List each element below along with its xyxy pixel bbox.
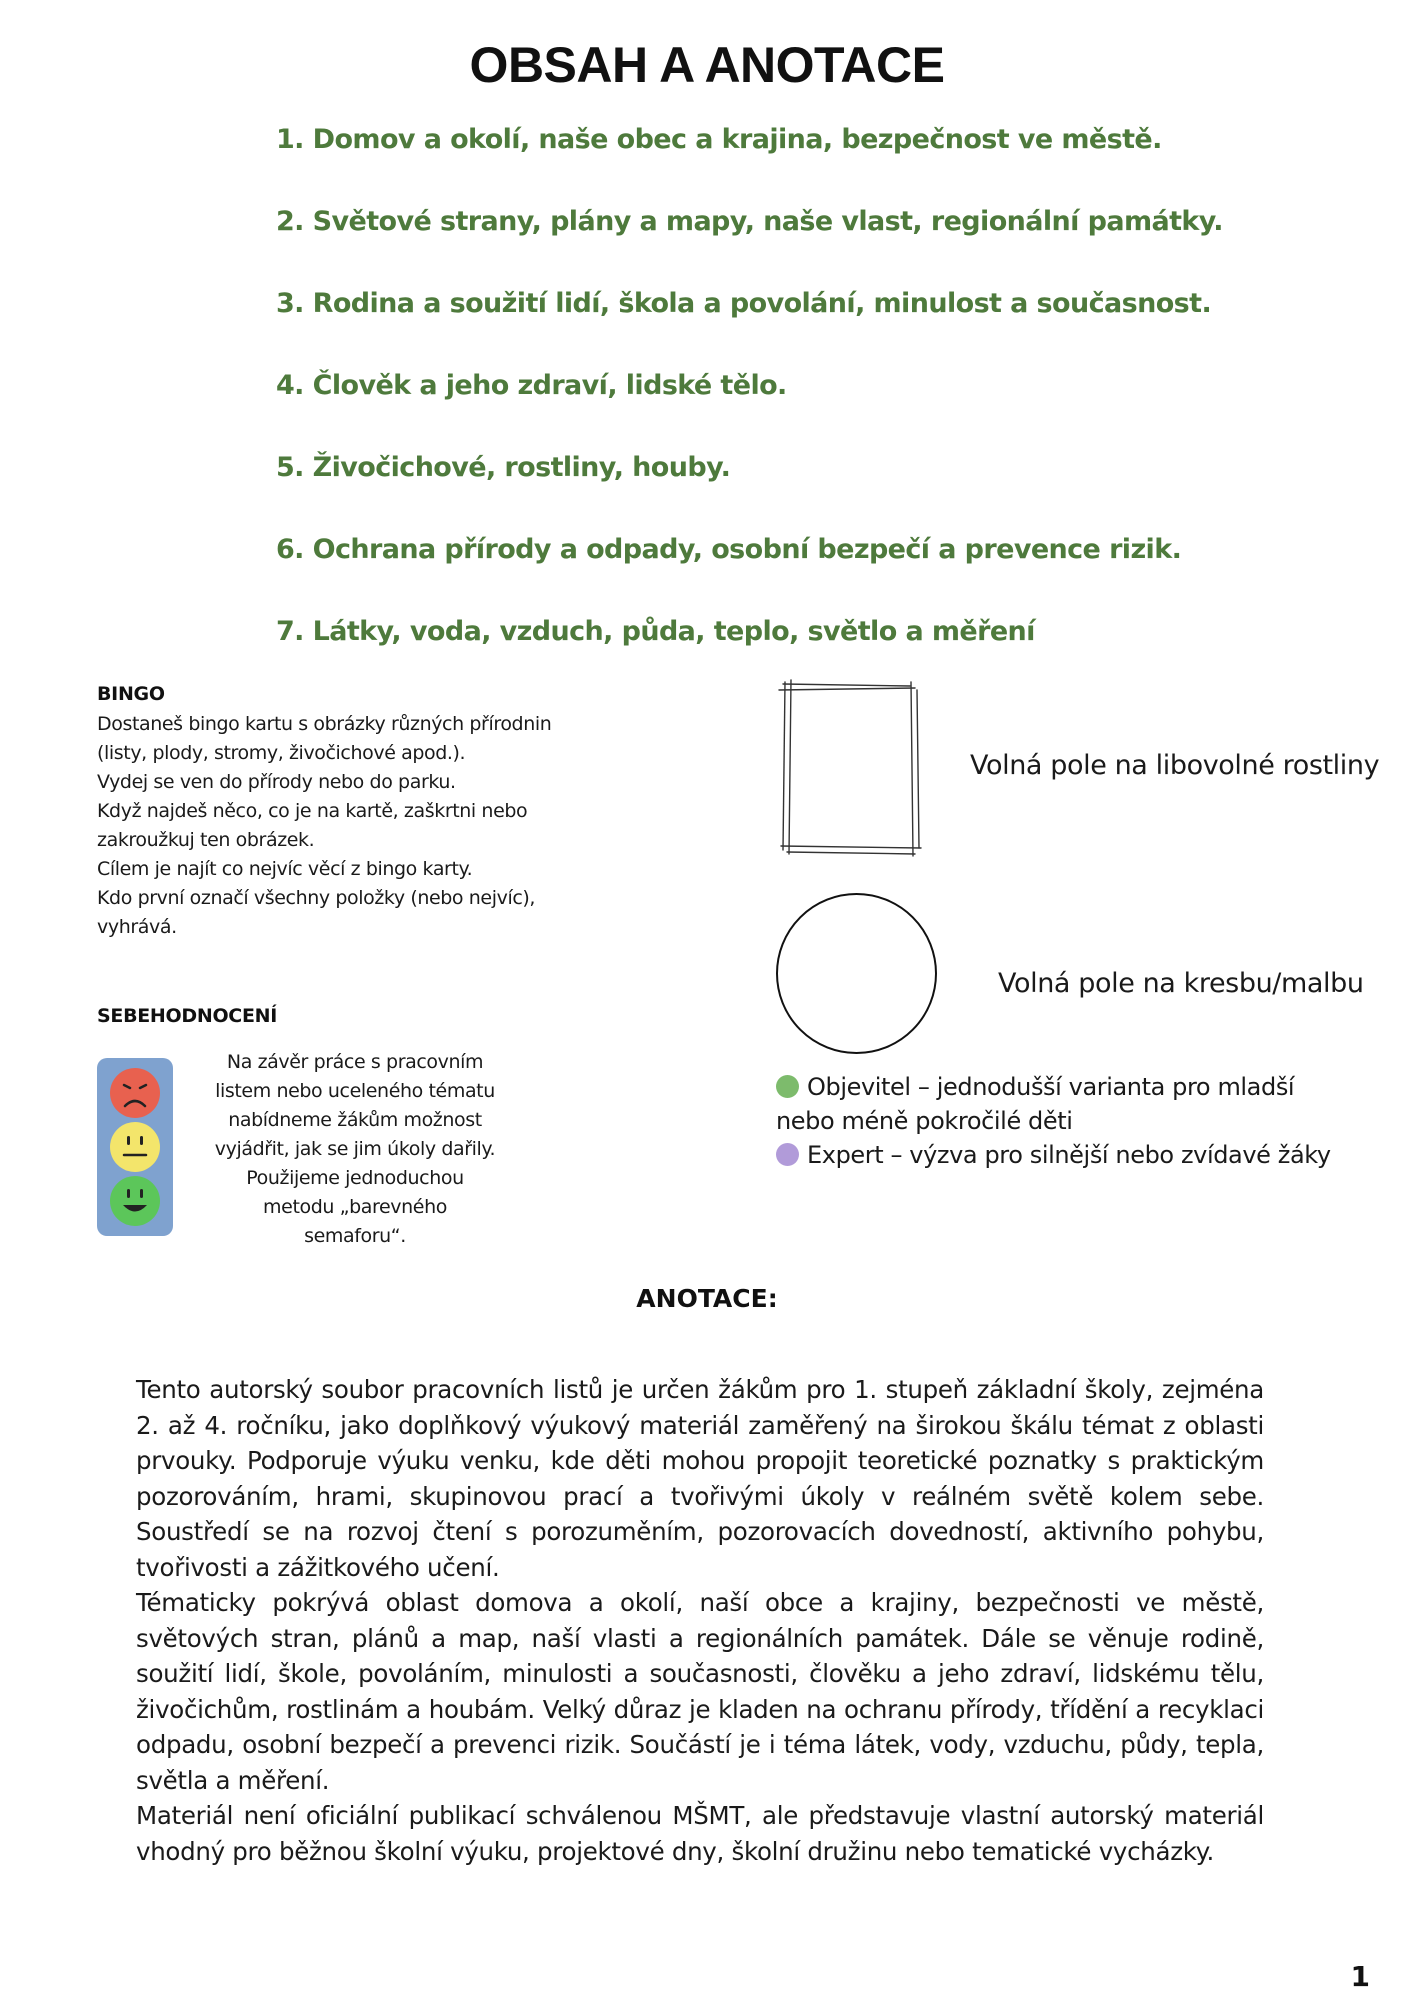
sad-face-icon: [108, 1066, 162, 1120]
self-assessment-line: listem nebo uceleného tématu: [215, 1080, 495, 1102]
self-assessment-line: Na závěr práce s pracovním: [226, 1051, 484, 1073]
bingo-text-line: (listy, plody, stromy, živočichové apod.).: [97, 742, 466, 764]
annotation-body: [136, 1372, 1264, 1869]
legend-line-beginner: [776, 1070, 1336, 1104]
toc-item: 7. Látky, voda, vzduch, půda, teplo, světlo a měření: [276, 616, 1035, 647]
annotation-paragraph: Tento autorský soubor pracovních listů je určen žákům pro 1. stupeň základní školy, zejména 2. až 4. ročníku, jako doplňkový výukový materiál zaměřený na širokou škálu témat z oblasti prvouky. Podporuje výuku venku, kde děti mohou propojit teoretické poznatky s praktickým pozorováním, hrami, skupinovou prací a tvořivými úkoly v reálném světě kolem sebe. Soustředí se na rozvoj čtení s porozuměním, pozorovacích dovedností, aktivního pohybu, tvořivosti a zážitkového učení.: [136, 1375, 1264, 1582]
self-assessment-line: vyjádřit, jak se jim úkoly dařily.: [214, 1138, 496, 1160]
drawing-circle: [776, 893, 937, 1054]
toc-item: 1. Domov a okolí, naše obec a krajina, bezpečnost ve městě.: [276, 124, 1162, 155]
bingo-text-line: Cílem je najít co nejvíc věcí z bingo karty.: [97, 858, 473, 880]
page-number: 1: [1350, 1960, 1370, 1993]
toc-item: 6. Ochrana přírody a odpady, osobní bezpečí a prevence rizik.: [276, 534, 1182, 565]
toc-item: 4. Člověk a jeho zdraví, lidské tělo.: [276, 370, 787, 401]
self-assessment-line: metodu „barevného: [263, 1196, 447, 1218]
traffic-light-panel: [97, 1058, 173, 1236]
bingo-text-line: zakroužkuj ten obrázek.: [97, 829, 315, 851]
bingo-section: [97, 680, 617, 942]
self-assessment-heading: SEBEHODNOCENÍ: [97, 1005, 277, 1027]
annotation-paragraph: Tématicky pokrývá oblast domova a okolí, naší obce a krajiny, bezpečnosti ve městě, světových stran, plánů a map, naší vlasti a regionálních památek. Dále se věnuje rodině, soužití lidí, škole, povoláním, minulosti a současnosti, člověku a jeho zdraví, lidskému tělu, živočichům, rostlinám a houbám. Velký důraz je kladen na ochranu přírody, třídění a recyklaci odpadu, osobní bezpečí a prevenci rizik. Součástí je i téma látek, vody, vzduchu, půdy, tepla, světla a měření.: [136, 1588, 1264, 1795]
self-assessment-line: semaforu“.: [304, 1225, 406, 1247]
legend-beginner-text: Objevitel – jednodušší varianta pro mladší: [807, 1073, 1295, 1101]
sketch-rectangle-icon: [775, 678, 925, 860]
happy-face-icon: [108, 1174, 162, 1228]
neutral-face-icon: [108, 1120, 162, 1174]
toc-item: 2. Světové strany, plány a mapy, naše vlast, regionální památky.: [276, 206, 1223, 237]
page-title: OBSAH A ANOTACE: [469, 37, 945, 93]
legend-line-expert: [776, 1138, 1336, 1172]
toc-item: 5. Živočichové, rostliny, houby.: [276, 452, 731, 483]
self-assessment-line: nabídneme žákům možnost: [228, 1109, 482, 1131]
purple-dot-icon: [776, 1143, 799, 1166]
bingo-text-line: Vydej se ven do přírody nebo do parku.: [97, 771, 456, 793]
self-assessment-text: [190, 1048, 520, 1251]
bingo-heading: BINGO: [97, 683, 165, 705]
bingo-text-line: Dostaneš bingo kartu s obrázky různých přírodnin: [97, 713, 552, 735]
annotation-paragraph: Materiál není oficiální publikací schválenou MŠMT, ale představuje vlastní autorský materiál vhodný pro běžnou školní výuku, projektové dny, školní družinu nebo tematické vycházky.: [136, 1801, 1264, 1866]
legend-expert-text: Expert – výzva pro silnější nebo zvídavé žáky: [807, 1141, 1331, 1169]
bingo-text-line: vyhrává.: [97, 916, 177, 938]
self-assessment-line: Použijeme jednoduchou: [246, 1167, 464, 1189]
green-dot-icon: [776, 1075, 799, 1098]
annotation-heading: ANOTACE:: [636, 1284, 778, 1313]
difficulty-legend: [776, 1070, 1336, 1172]
bingo-text-line: Kdo první označí všechny položky (nebo nejvíc),: [97, 887, 536, 909]
plants-field-label: Volná pole na libovolné rostliny: [970, 750, 1380, 781]
drawing-field-label: Volná pole na kresbu/malbu: [998, 968, 1364, 999]
toc-item: 3. Rodina a soužití lidí, škola a povolání, minulost a současnost.: [276, 288, 1212, 319]
table-of-contents: [276, 120, 1276, 694]
legend-line-continued: nebo méně pokročilé děti: [776, 1107, 1073, 1135]
bingo-text-line: Když najdeš něco, co je na kartě, zaškrtni nebo: [97, 800, 528, 822]
